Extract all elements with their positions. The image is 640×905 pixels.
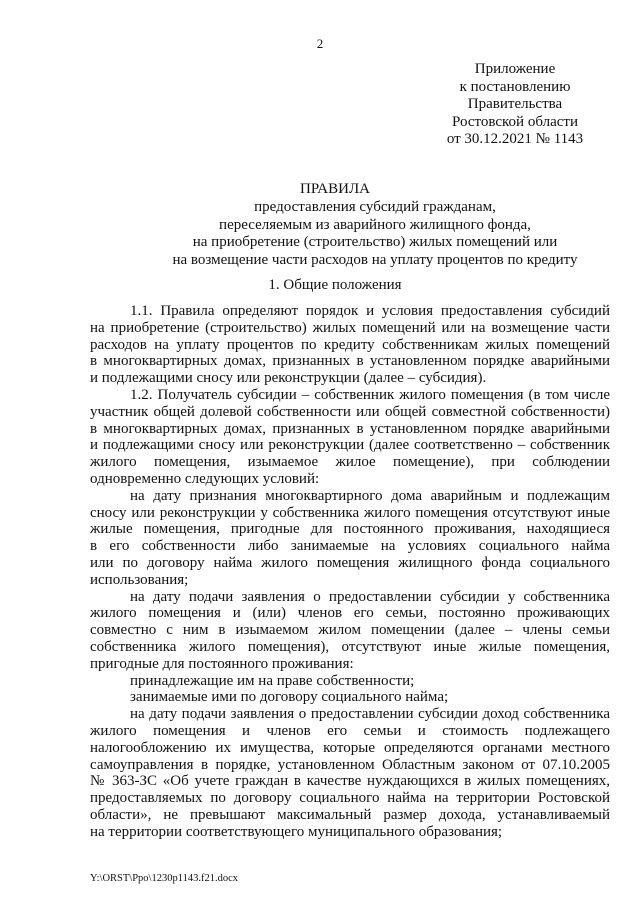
body-line: занимаемые ими по договору социального найма; (130, 689, 449, 706)
subtitle-line: на приобретение (строительство) жилых помещений или (192, 234, 558, 250)
body-line: области», не превышают максимальный размер дохода, устанавливаемый (90, 806, 610, 823)
body-line: 1.1. Правила определяют порядок и условия предоставления субсидий (130, 303, 610, 319)
document-title: ПРАВИЛА (300, 181, 370, 197)
body-line: одновременно следующих условий: (90, 470, 320, 487)
body-line: на дату подачи заявления о предоставлении субсидии доход собственника (130, 706, 610, 723)
body-line: расходов на уплату процентов по кредиту собственникам жилых помещений (90, 336, 610, 353)
body-line: на дату подачи заявления о предоставлении субсидии у собственника (130, 588, 610, 605)
body-line: 1.2. Получатель субсидии – собственник жилого помещения (в том числе (130, 386, 610, 403)
body-line: самоуправления в порядке, установленном Областным законом от 07.10.2005 (90, 756, 610, 773)
body-line: сносу или реконструкции у собственника жилого помещения отсутствуют иные (90, 504, 610, 521)
appendix-line: к постановлению (459, 78, 571, 95)
body-line: на дату признания многоквартирного дома аварийным и подлежащим (130, 487, 610, 504)
body-line: налогообложению их имущества, которые определяются органами местного (90, 739, 610, 756)
body-line: и подлежащими сносу или реконструкции (далее соответственно – собственник (90, 437, 610, 454)
footer-file-path: Y:\ORST\Ppo\1230p1143.f21.docx (90, 873, 238, 884)
body-line: принадлежащие им на праве собственности; (130, 672, 415, 689)
subtitle-line: переселяемым из аварийного жилищного фонда, (219, 216, 531, 233)
appendix-line: Правительства (467, 96, 563, 112)
body-line: жилого помещения, изымаемое жилое помещение), при соблюдении (90, 454, 610, 471)
appendix-line: от 30.12.2021 № 1143 (446, 131, 584, 147)
subtitle-line: предоставления субсидий гражданам, (254, 199, 496, 215)
body-line: и подлежащими сносу или реконструкции (далее – субсидия). (90, 370, 487, 387)
appendix-line: Ростовской области (452, 113, 578, 130)
body-line: в многоквартирных домах, признанных в установленном порядке аварийными (90, 353, 610, 370)
body-line: использования; (90, 571, 189, 588)
body-line: жилые помещения, пригодные для постоянного проживания, находящиеся (90, 521, 610, 538)
appendix-block (430, 61, 600, 149)
body-line: в многоквартирных домах, признанных в установленном порядке аварийными (90, 420, 610, 437)
body-line: на территории соответствующего муниципального образования; (90, 823, 503, 840)
body-line: № 363-ЗС «Об учете граждан в качестве нуждающихся в жилых помещениях, (90, 773, 610, 790)
body-line: участник общей долевой собственности или общей совместной собственности) (90, 403, 610, 420)
subtitle-line: на возмещение части расходов на уплату процентов по кредиту (172, 251, 578, 268)
body-line: на приобретение (строительство) жилых помещений или на возмещение части (90, 319, 610, 336)
body-line: совместно с ним в изымаемом жилом помещении (далее – члены семьи (90, 622, 610, 639)
body-line: предоставляемых по договору социального найма на территории Ростовской (90, 790, 610, 807)
body-line: пригодные для постоянного проживания: (90, 655, 354, 672)
document-subtitle (80, 199, 640, 269)
section-heading: 1. Общие положения (268, 277, 402, 293)
body-line: жилого помещения и членов его семьи и стоимость подлежащего (90, 722, 610, 739)
body-line: жилого помещения и (или) членов его семьи, постоянно проживающих (90, 605, 610, 622)
appendix-line: Приложение (474, 61, 556, 77)
body-line: или по договору найма жилого помещения жилищного фонда социального (90, 554, 610, 571)
page-number: 2 (316, 36, 324, 51)
body-line: собственника жилого помещения), отсутствуют иные жилые помещения, (90, 638, 610, 655)
body-text (90, 303, 610, 841)
body-line: в его собственности либо занимаемые на условиях социального найма (90, 538, 610, 555)
